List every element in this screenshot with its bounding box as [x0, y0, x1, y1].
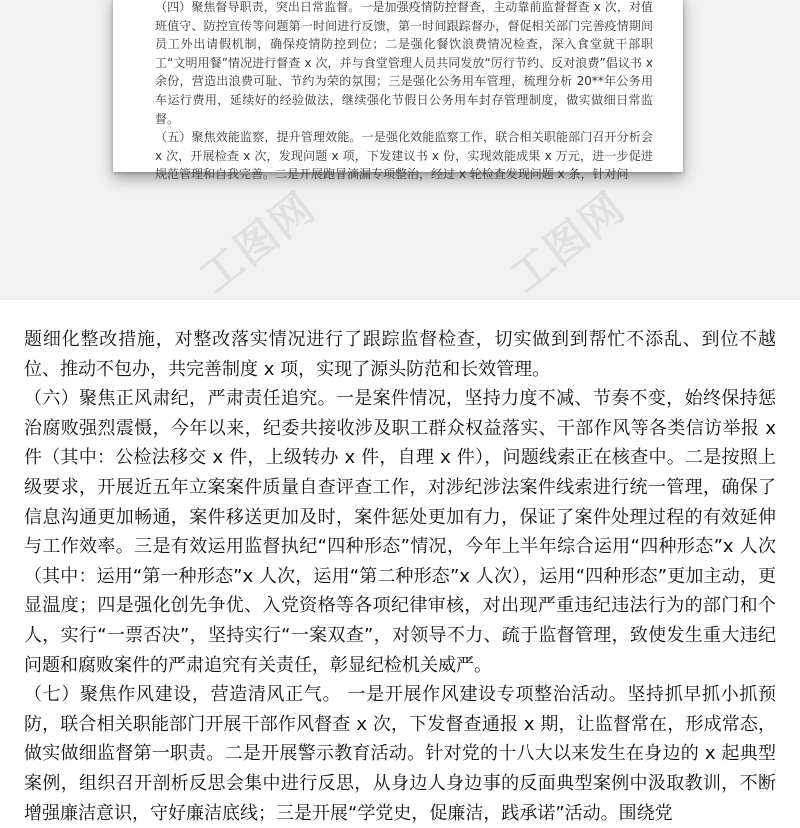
- body-paragraph: （七）聚焦作风建设，营造清风正气。 一是开展作风建设专项整治活动。坚持抓早抓小抓预防，联合相关职能部门开展干部作风督查 x 次，下发督查通报 x 期，让监督常在，形成常态，做实做细监督第一职责。二是开展警示教育活动。针对党的十八大以来发生在身边的 x 起典型案例，组织召开剖析反思会集中进行反思，从身边人身边事的反面典型案例中汲取教训，不断增强廉洁意识，守好廉洁底线；三是开展“学党史，促廉洁，践承诺”活动。围绕党: [24, 684, 776, 824]
- document-body: [24, 325, 776, 828]
- watermark-logo: 工图网: [500, 182, 635, 302]
- watermark-logo: 工图网: [190, 182, 325, 302]
- preview-paragraph: （五）聚焦效能监察，提升管理效能。一是强化效能监察工作，联合相关职能部门召开分析会 x 次，开展检查 x 次，发现问题 x 项，下发建议书 x 份，实现效能成果 x 万元，进一步促进规范管理和自我完善。二是开展跑冒滴漏专项整治，经过 x 轮检查发现问题 x 条，针对问: [155, 130, 653, 182]
- document-page-preview: [113, 0, 683, 182]
- preview-paragraph: （四）聚焦督导职责，突出日常监督。一是加强疫情防控督查，主动靠前监督督查 x 次，对值班值守、防控宣传等问题第一时间进行反馈，第一时间跟踪督办，督促相关部门完善疫情期间员工外出请假机制，确保疫情防控到位；二是强化餐饮浪费情况检查，深入食堂就干部职工“文明用餐”情况进行督查 x 次，并与食堂管理人员共同发放“厉行节约、反对浪费”倡议书 x 余份，营造出浪费可耻、节约为荣的氛围；三是强化公务用车管理，梳理分析 20**年公务用车运行费用，延续好的经验做法，继续强化节假日公务用车封存管理制度，做实做细日常监督。: [155, 0, 653, 126]
- body-paragraph: 题细化整改措施，对整改落实情况进行了跟踪监督检查，切实做到到帮忙不添乱、到位不越位、推动不包办，共完善制度 x 项，实现了源头防范和长效管理。: [24, 329, 776, 380]
- document-preview-area: [0, 0, 800, 300]
- body-paragraph: （六）聚焦正风肃纪，严肃责任追究。一是案件情况，坚持力度不减、节奏不变，始终保持惩治腐败强烈震慑，今年以来，纪委共接收涉及职工群众权益落实、干部作风等各类信访举报 x 件（其中：公检法移交 x 件，上级转办 x 件，自理 x 件），问题线索正在核查中。二是按照上级要求，开展近五年立案案件质量自查评查工作，对涉纪涉法案件线索进行统一管理，确保了信息沟通更加畅通，案件移送更加及时，案件惩处更加有力，保证了案件处理过程的有效延伸与工作效率。三是有效运用监督执纪“四种形态”情况，今年上半年综合运用“四种形态”x 人次（其中：运用“第一种形态”x 人次，运用“第二种形态”x 人次），运用“四种形态”更加主动，更显温度；四是强化创先争优、入党资格等各项纪律审核，对出现严重违纪违法行为的部门和个人，实行“一票否决”，坚持实行“一案双查”，对领导不力、疏于监督管理，致使发生重大违纪问题和腐败案件的严肃追究有关责任，彰显纪检机关威严。: [24, 388, 776, 676]
